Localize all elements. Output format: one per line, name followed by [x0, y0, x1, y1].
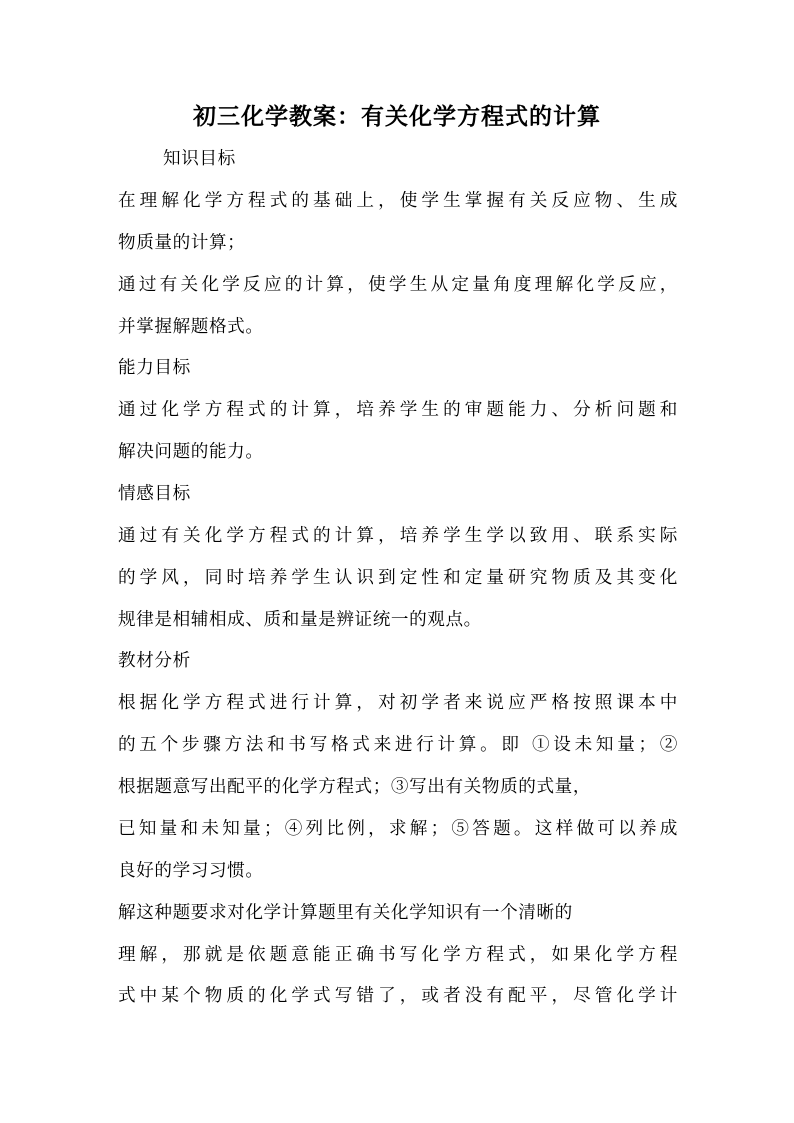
- paragraph-line: 理解，那就是依题意能正确书写化学方程式，如果化学方程: [118, 945, 678, 965]
- paragraph-line: 并掌握解题格式。: [118, 317, 264, 337]
- heading-knowledge-goals: 知识目标: [163, 149, 236, 169]
- paragraph-line: 物质量的计算；: [118, 233, 246, 253]
- paragraph-line: 良好的学习习惯。: [118, 861, 264, 881]
- paragraph-line: 已知量和未知量；④列比例，求解；⑤答题。这样做可以养成: [118, 819, 678, 839]
- paragraph-line: 解决问题的能力。: [118, 442, 264, 462]
- paragraph-line: 规律是相辅相成、质和量是辨证统一的观点。: [118, 610, 482, 630]
- heading-textbook-analysis: 教材分析: [118, 651, 191, 671]
- paragraph-line: 在理解化学方程式的基础上，使学生掌握有关反应物、生成: [118, 191, 678, 211]
- paragraph-line: 通过有关化学方程式的计算，培养学生学以致用、联系实际: [118, 526, 678, 546]
- page-title: 初三化学教案：有关化学方程式的计算: [193, 103, 601, 130]
- paragraph-line: 的五个步骤方法和书写格式来进行计算。即 ①设未知量；②: [118, 735, 678, 755]
- paragraph-line: 解这种题要求对化学计算题里有关化学知识有一个清晰的: [118, 903, 573, 923]
- paragraph-line: 根据题意写出配平的化学方程式；③写出有关物质的式量，: [118, 777, 592, 797]
- heading-ability-goals: 能力目标: [118, 358, 191, 378]
- paragraph-line: 通过有关化学反应的计算，使学生从定量角度理解化学反应，: [118, 275, 678, 295]
- heading-emotion-goals: 情感目标: [118, 484, 191, 504]
- paragraph-line: 式中某个物质的化学式写错了，或者没有配平，尽管化学计: [118, 986, 678, 1006]
- paragraph-line: 通过化学方程式的计算，培养学生的审题能力、分析问题和: [118, 400, 678, 420]
- paragraph-line: 根据化学方程式进行计算，对初学者来说应严格按照课本中: [118, 693, 678, 713]
- paragraph-line: 的学风，同时培养学生认识到定性和定量研究物质及其变化: [118, 568, 678, 588]
